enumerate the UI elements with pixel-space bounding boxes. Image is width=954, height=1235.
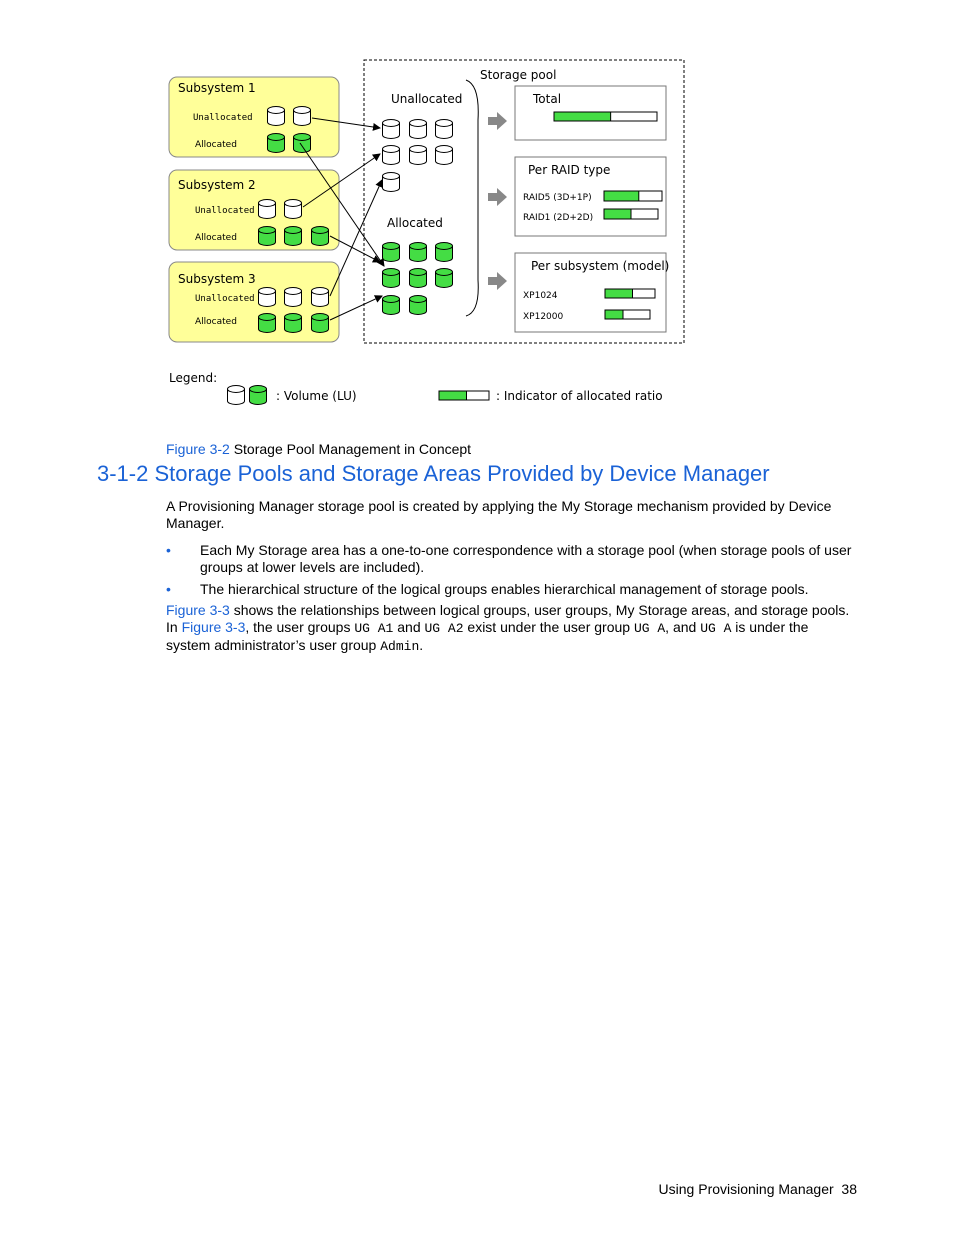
volume-icon (436, 120, 453, 139)
flow-arrow-raid (488, 188, 507, 206)
para2-text-5: , and (665, 619, 701, 635)
figure-caption-text: Storage Pool Management in Concept (229, 441, 472, 457)
volume-icon (436, 243, 453, 262)
volume-icon (312, 227, 329, 246)
volume-icon (294, 134, 311, 153)
subsystem-2-title: Subsystem 2 (178, 178, 256, 192)
code-ug-a2: UG A2 (424, 621, 464, 636)
subsystem-row-2-bar (605, 310, 650, 319)
para2-text-6: is under the system administrator’s user group (166, 619, 809, 653)
para2-text-2: , the user groups (245, 619, 355, 635)
para2-text-3: and (393, 619, 425, 635)
storage-pool-title: Storage pool (480, 68, 557, 82)
volume-icon (410, 296, 427, 315)
subsystem-row-1-label: XP1024 (523, 291, 558, 301)
volume-icon (383, 243, 400, 262)
legend-title: Legend: (169, 371, 218, 385)
volume-icon (285, 288, 302, 307)
figure-3-3-link-2[interactable]: Figure 3-3 (181, 619, 246, 635)
subsystem-row-1-bar (605, 289, 655, 298)
total-panel (515, 86, 666, 140)
subsystem-row-2-label: XP12000 (523, 312, 564, 322)
subsystem-1-box (169, 77, 339, 157)
bullet-2-text: The hierarchical structure of the logical groups enables hierarchical management of storage pools. (200, 581, 809, 597)
code-admin: Admin (380, 639, 420, 654)
subsystem-2-allocated-label: Allocated (195, 233, 237, 243)
total-panel-title: Total (533, 92, 562, 106)
code-ug-a: UG A (633, 621, 666, 636)
legend-indicator-bar (439, 391, 489, 400)
volume-icon (259, 288, 276, 307)
subsystem-3-allocated-label: Allocated (195, 317, 237, 327)
volume-icon (436, 146, 453, 165)
allocated-fill (439, 391, 467, 400)
subsystem-2-unallocated-label: Unallocated (195, 206, 255, 216)
volume-icon (259, 227, 276, 246)
bullet-item-1 (166, 542, 856, 576)
subsystem-panel-title: Per subsystem (model) (531, 259, 670, 273)
para2-text-1: shows the relationships between logical groups, user groups, My Storage areas, and storage pools. In (166, 602, 850, 635)
volume-icon (259, 314, 276, 333)
flow-arrows (488, 112, 507, 290)
volume-icon (268, 107, 285, 126)
bullet-item-2 (166, 581, 856, 598)
pool-unallocated-label: Unallocated (391, 92, 463, 106)
flow-arrow-subsystem (488, 272, 507, 290)
volume-icon (410, 120, 427, 139)
subsystem-3-unallocated-label: Unallocated (195, 294, 255, 304)
volume-icon (383, 173, 400, 192)
volume-icon (436, 269, 453, 288)
volume-icon (268, 134, 285, 153)
volume-icon (285, 200, 302, 219)
subsystem-model-panel (515, 253, 669, 332)
para2-text-4: exist under the user group (463, 619, 634, 635)
bullet-1-text: Each My Storage area has a one-to-one correspondence with a storage pool (when storage pools of user groups at lower levels are included). (200, 542, 852, 575)
volume-icon (285, 314, 302, 333)
footer-text: Using Provisioning Manager (658, 1181, 834, 1197)
pool-bracket (466, 80, 478, 316)
allocated-fill (604, 191, 639, 201)
figure-3-3-link-1[interactable]: Figure 3-3 (166, 602, 230, 618)
subsystem-3-title: Subsystem 3 (178, 272, 256, 286)
raid-row-1-label: RAID5 (3D+1P) (523, 193, 592, 203)
volume-icon (285, 227, 302, 246)
page-footer (659, 1181, 857, 1197)
volume-icon (383, 296, 400, 315)
volume-icon (410, 243, 427, 262)
allocated-fill (554, 112, 611, 121)
volume-icon (383, 120, 400, 139)
legend-indicator-text: : Indicator of allocated ratio (496, 389, 663, 403)
raid-row-2-label: RAID1 (2D+2D) (523, 213, 594, 223)
volume-icon (383, 146, 400, 165)
section-heading: 3-1-2 Storage Pools and Storage Areas Provided by Device Manager (97, 461, 770, 486)
pool-allocated-label: Allocated (387, 216, 443, 230)
storage-pool-diagram (0, 0, 954, 420)
volume-icon (294, 107, 311, 126)
raid-panel-title: Per RAID type (528, 163, 611, 177)
allocated-fill (605, 289, 633, 298)
allocated-fill (604, 209, 631, 219)
legend-volume-text: : Volume (LU) (276, 389, 357, 403)
figure-ref-link[interactable]: Figure 3-2 (166, 441, 230, 457)
subsystem-1-allocated-label: Allocated (195, 140, 237, 150)
para2-text-7: . (419, 637, 424, 653)
volume-icon (228, 386, 245, 405)
volume-icon (383, 269, 400, 288)
volume-icon (312, 288, 329, 307)
subsystem-1-title: Subsystem 1 (178, 81, 256, 95)
raid-panel (515, 157, 666, 236)
bullet-1-marker: • (166, 542, 171, 558)
intro-paragraph: A Provisioning Manager storage pool is created by applying the My Storage mechanism provided by Device Manager. (166, 498, 832, 531)
bullet-2-marker: • (166, 581, 171, 597)
figure-caption (166, 441, 471, 457)
raid-row-1-bar (604, 191, 662, 201)
figure-3-3-paragraph (166, 602, 856, 655)
allocated-fill (605, 310, 623, 319)
page-number: 38 (841, 1181, 857, 1197)
volume-icon (259, 200, 276, 219)
flow-arrow-total (488, 112, 507, 130)
code-ug-a-2: UG A (700, 621, 732, 636)
subsystem-1-unallocated-label: Unallocated (193, 113, 253, 123)
volume-icon (312, 314, 329, 333)
total-ratio-bar (554, 112, 657, 121)
volume-icon (250, 386, 267, 405)
code-ug-a1: UG A1 (354, 621, 394, 636)
raid-row-2-bar (604, 209, 658, 219)
volume-icon (410, 146, 427, 165)
volume-icon (410, 269, 427, 288)
